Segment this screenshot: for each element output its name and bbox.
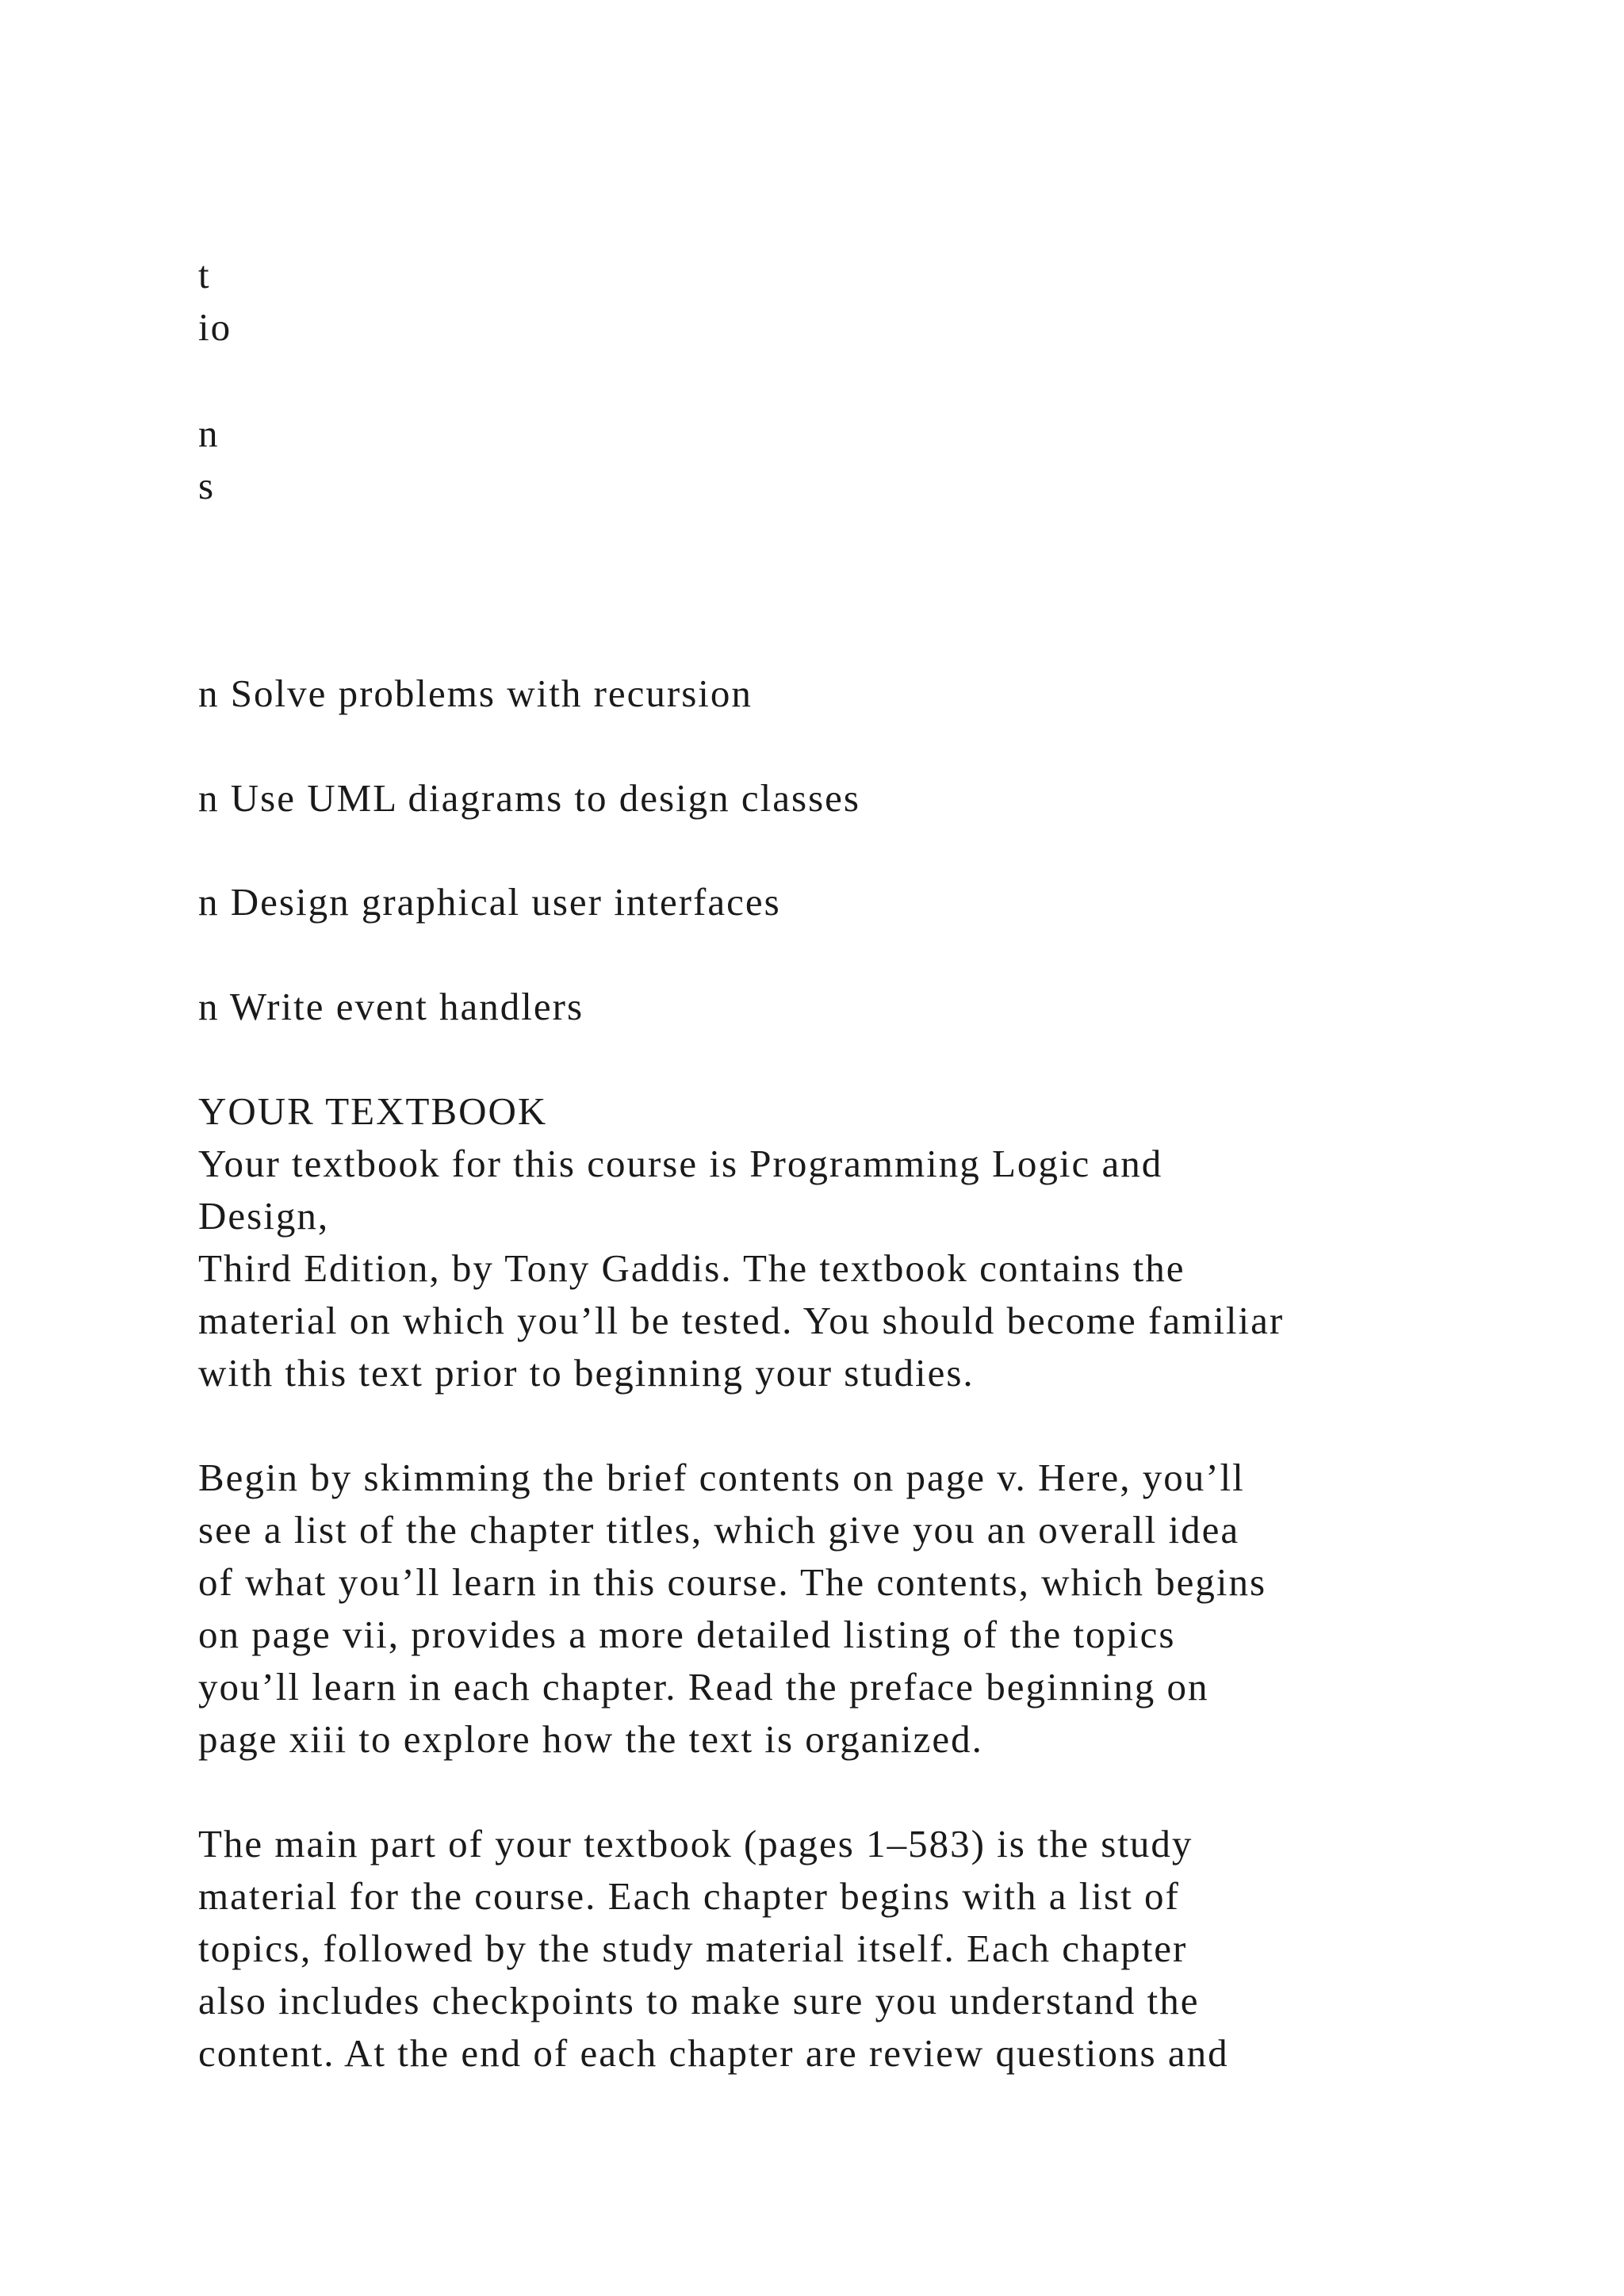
paragraph-line: material on which you’ll be tested. You should become familiar bbox=[198, 1299, 1285, 1342]
objective-item: n Design graphical user interfaces bbox=[198, 880, 781, 924]
paragraph-line: Begin by skimming the brief contents on page v. Here, you’ll bbox=[198, 1456, 1245, 1499]
fragment-line: s bbox=[198, 464, 216, 507]
paragraph-line: also includes checkpoints to make sure you understand the bbox=[198, 1979, 1200, 2022]
paragraph-line: Design, bbox=[198, 1194, 330, 1238]
paragraph-line: topics, followed by the study material itself. Each chapter bbox=[198, 1927, 1188, 1970]
paragraph-line: see a list of the chapter titles, which give you an overall idea bbox=[198, 1508, 1240, 1552]
paragraph-line: you’ll learn in each chapter. Read the preface beginning on bbox=[198, 1665, 1209, 1709]
paragraph-line: material for the course. Each chapter begins with a list of bbox=[198, 1874, 1180, 1918]
section-heading: YOUR TEXTBOOK bbox=[198, 1089, 548, 1133]
paragraph-line: content. At the end of each chapter are review questions and bbox=[198, 2031, 1229, 2075]
objective-item: n Write event handlers bbox=[198, 985, 584, 1028]
fragment-line: io bbox=[198, 305, 232, 349]
paragraph-line: Your textbook for this course is Programming Logic and bbox=[198, 1142, 1163, 1185]
objective-item: n Solve problems with recursion bbox=[198, 672, 753, 715]
paragraph-line: on page vii, provides a more detailed listing of the topics bbox=[198, 1613, 1176, 1656]
fragment-line: n bbox=[198, 411, 220, 455]
objective-item: n Use UML diagrams to design classes bbox=[198, 776, 860, 820]
paragraph-line: The main part of your textbook (pages 1–583) is the study bbox=[198, 1822, 1193, 1866]
paragraph-line: with this text prior to beginning your studies. bbox=[198, 1351, 975, 1395]
fragment-line: t bbox=[198, 253, 211, 297]
paragraph-line: Third Edition, by Tony Gaddis. The textbook contains the bbox=[198, 1246, 1185, 1290]
paragraph-line: page xiii to explore how the text is organized. bbox=[198, 1717, 983, 1761]
paragraph-line: of what you’ll learn in this course. The contents, which begins bbox=[198, 1560, 1267, 1604]
